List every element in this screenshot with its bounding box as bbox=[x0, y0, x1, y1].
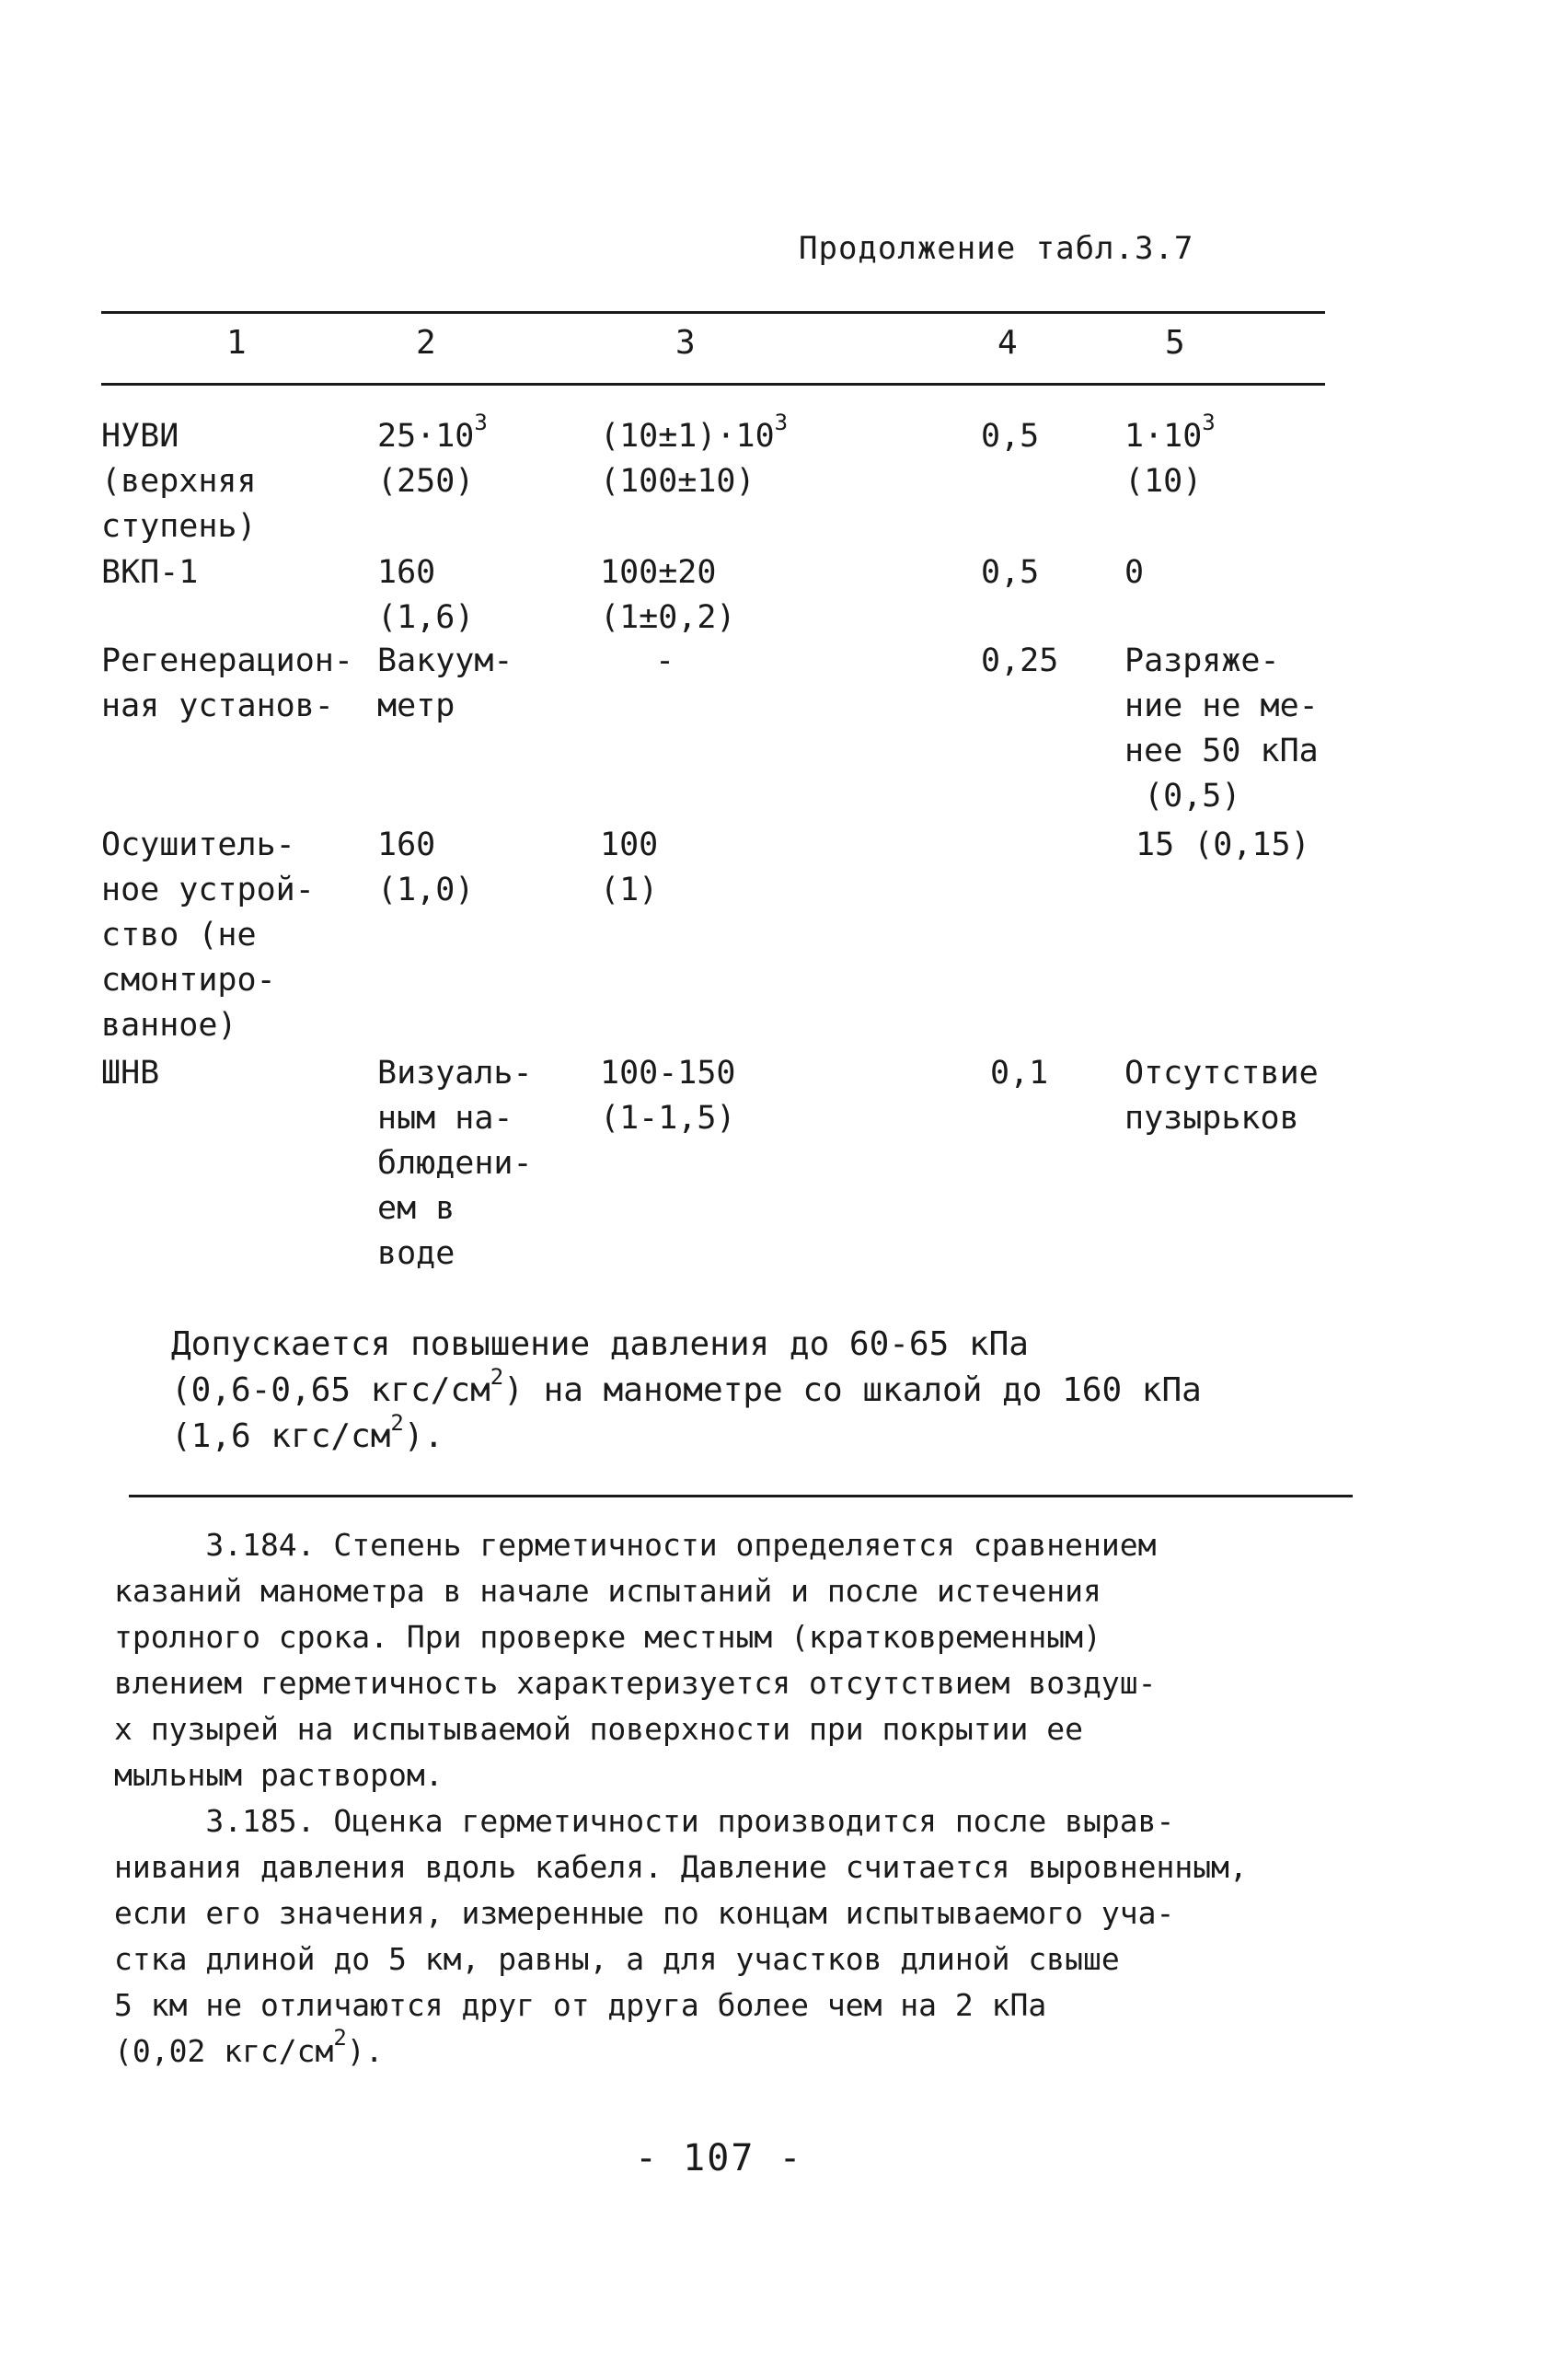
header-col-1: 1 bbox=[226, 324, 247, 362]
row1-col1: НУВИ (верхняя ступень) bbox=[101, 418, 257, 545]
table-header-rule bbox=[101, 383, 1325, 386]
row4-col5: 15 (0,15) bbox=[1136, 826, 1310, 863]
row3-col1: Регенерацион- ная установ- bbox=[101, 642, 353, 724]
row2-col5: 0 bbox=[1124, 554, 1145, 591]
row4-col1: Осушитель- ное устрой- ство (не смонтиро- ванное) bbox=[101, 826, 315, 1044]
row1-col2: $25\cdot 10^3$ (250) bbox=[377, 410, 488, 500]
row5-col5: Отсутствие пузырьков bbox=[1124, 1055, 1319, 1137]
table-footnote: Допускается повышение давления до 60-65 кПа (0,6-0,65 кгс/$см^2$) на манометре со шкалой до 160 кПа (1,6 кгс/$см^2$). bbox=[171, 1325, 1202, 1455]
paragraph-3-184: 3.184. Степень герметичности определяется сравнением казаний манометра в начале испытаний и после истечения тролного срока. При проверке местным (кратковременным) влением герметичность характеризуется отсутствием воздуш- х пузырей на испытываемой поверхности при покрытии ее мыльным раствором. bbox=[114, 1527, 1157, 1793]
header-col-3: 3 bbox=[675, 324, 696, 362]
row5-col2: Визуаль- ным на- блюдени- ем в воде bbox=[377, 1055, 533, 1272]
row2-col2: 160 (1,6) bbox=[377, 554, 475, 636]
table-bottom-rule bbox=[129, 1495, 1353, 1497]
row4-col2: 160 (1,0) bbox=[377, 826, 475, 908]
row3-col3: - bbox=[655, 642, 675, 679]
header-col-4: 4 bbox=[997, 324, 1018, 362]
header-col-5: 5 bbox=[1165, 324, 1185, 362]
row3-col4: 0,25 bbox=[981, 642, 1059, 679]
row1-col5: $1\cdot 10^3$ (10) bbox=[1124, 410, 1216, 500]
table-top-rule bbox=[101, 311, 1325, 314]
row3-col5: Разряже- ние не ме- нее 50 кПа (0,5) bbox=[1124, 642, 1319, 815]
row5-col3: 100-150 (1-1,5) bbox=[600, 1055, 736, 1137]
page-number: - 107 - bbox=[635, 2137, 803, 2179]
row3-col2: Вакуум- метр bbox=[377, 642, 513, 724]
row2-col1: ВКП-1 bbox=[101, 554, 199, 591]
row1-col3: $(10\pm 1)\cdot 10^3$ (100±10) bbox=[600, 410, 789, 500]
paragraph-3-185: 3.185. Оценка герметичности производится после вырав- нивания давления вдоль кабеля. Давление считается выровненным, если его значения, измеренные по концам испытываемого уча- стка длиной до 5 км, равны, а для участков длиной свыше 5 км не отличаются друг от друга более чем на 2 кПа (0,02 кгс/$см^2$). bbox=[114, 1803, 1248, 2069]
row2-col3: 100±20 (1±0,2) bbox=[600, 554, 736, 636]
row5-col1: ШНВ bbox=[101, 1055, 160, 1092]
row5-col4: 0,1 bbox=[990, 1055, 1049, 1092]
row4-col3: 100 (1) bbox=[600, 826, 659, 908]
row2-col4: 0,5 bbox=[981, 554, 1040, 591]
table-caption: Продолжение табл.3.7 bbox=[799, 230, 1194, 267]
header-col-2: 2 bbox=[416, 324, 436, 362]
row1-col4: 0,5 bbox=[981, 418, 1040, 455]
